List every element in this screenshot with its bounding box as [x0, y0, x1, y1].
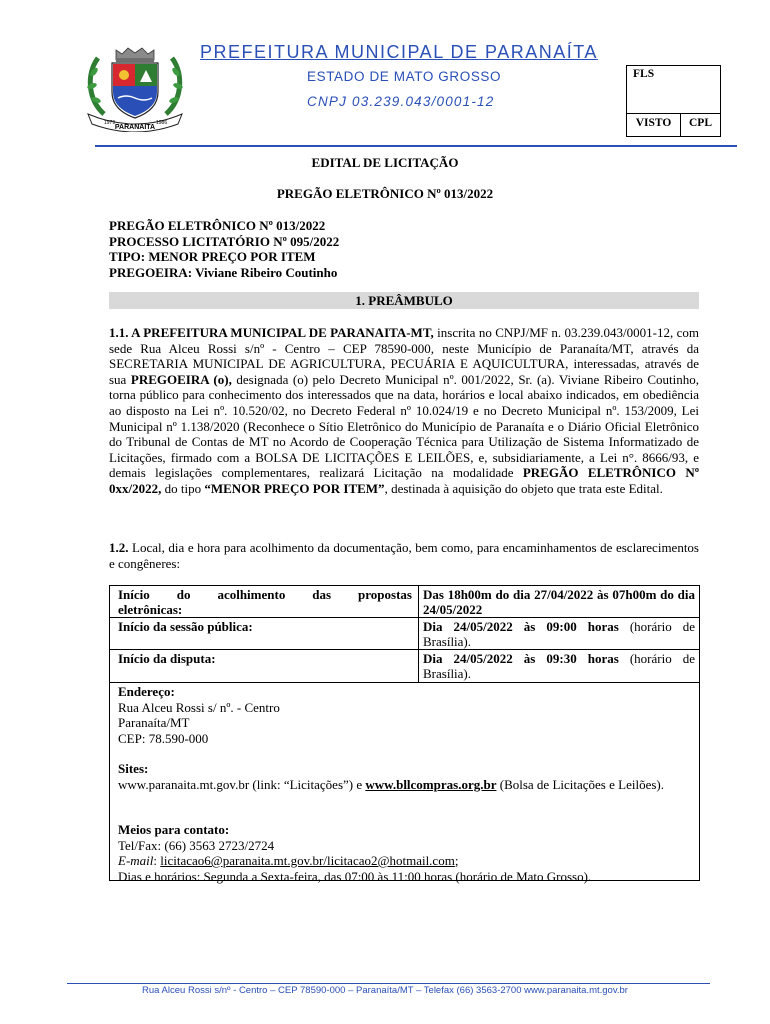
sites-block: [118, 761, 693, 792]
meta-tipo: TIPO: MENOR PREÇO POR ITEM: [109, 249, 316, 265]
section-preambulo-heading: 1. PREÂMBULO: [109, 292, 699, 309]
meta-pregoeira: PREGOEIRA: Viviane Ribeiro Coutinho: [109, 264, 338, 280]
row2-label: Início da sessão pública:: [118, 619, 253, 634]
email-end: ;: [454, 853, 459, 868]
process-metadata: [109, 218, 339, 280]
contact-email-link[interactable]: licitacao6@paranaita.mt.gov.br/licitacao2@hotmail.com: [160, 853, 455, 868]
p11-bold-2: PREGÃO ELETRÔNICO Nº 0xx/2022,: [109, 465, 700, 496]
p11-lead: 1.1. A PREFEITURA MUNICIPAL DE PARANAITA-MT,: [109, 325, 434, 340]
footer-text: Rua Alceu Rossi s/nº - Centro – CEP 78590-000 – Paranaíta/MT – Telefax (66) 3563-2700 www.paranaita.mt.gov.br: [142, 985, 628, 996]
stamp-fls: FLS: [627, 66, 720, 114]
header-divider: [95, 145, 737, 147]
table-row-divider: [110, 617, 699, 618]
bll-compras-link[interactable]: www.bllcompras.org.br: [365, 776, 497, 792]
sites-text-1: www.paranaita.mt.gov.br (link: “Licitações”) e: [118, 776, 366, 792]
meta-pregao: PREGÃO ELETRÔNICO Nº 013/2022: [109, 218, 326, 233]
row1-word: acolhimento: [217, 587, 286, 602]
contact-phone: Tel/Fax: (66) 3563 2723/2724: [118, 837, 275, 853]
sites-heading: Sites:: [118, 761, 149, 776]
address-heading: Endereço:: [118, 684, 175, 699]
email-sep: :: [153, 853, 161, 868]
row3-value: [423, 651, 695, 681]
p11-bold-3: “MENOR PREÇO POR ITEM”: [204, 480, 385, 496]
row1-word: propostas: [358, 587, 412, 602]
contact-heading: Meios para contato:: [118, 822, 230, 837]
pregao-title: PREGÃO ELETRÔNICO Nº 013/2022: [276, 186, 494, 201]
row1-value: Das 18h00m do dia 27/04/2022 às 07h00m do dia 24/05/2022: [423, 587, 695, 617]
row1-word: das: [312, 587, 332, 602]
p12-lead: 1.2.: [109, 540, 129, 555]
schedule-table: [109, 585, 700, 884]
crest-year-left: 1979: [104, 120, 116, 126]
row1-word: Início: [118, 587, 150, 602]
header-cnpj: CNPJ 03.239.043/0001-12: [307, 94, 495, 109]
footer-divider: [67, 983, 710, 984]
table-row-divider: [110, 649, 699, 650]
crest-year-right: 1986: [156, 120, 168, 126]
municipal-crest-logo: [82, 44, 188, 132]
address-line: Paranaíta/MT: [118, 715, 190, 730]
meta-processo: PROCESSO LICITATÓRIO Nº 095/2022: [109, 233, 340, 249]
protocol-stamp-box: [626, 65, 721, 137]
paragraph-1-2: [109, 540, 699, 571]
contact-block: [118, 822, 693, 884]
sites-text: [118, 777, 693, 793]
address-line: CEP: 78.590-000: [118, 730, 209, 746]
header-state: ESTADO DE MATO GROSSO: [307, 69, 502, 84]
p12-text: Local, dia e hora para acolhimento da documentação, bem como, para encaminhamentos de esclarecimentos e congêneres:: [109, 540, 699, 571]
paragraph-1-1: [109, 325, 699, 497]
edital-title: EDITAL DE LICITAÇÃO: [311, 155, 459, 170]
row1-label-end: eletrônicas:: [118, 602, 183, 617]
crest-ribbon-text: PARANAITA: [114, 124, 156, 131]
p11-text-1: inscrita no CNPJ/MF n. 03.239.043/0001-12, com sede Rua Alceu Rossi s/nº - Centro – CEP 78590-000, neste Município de Paranaíta/MT, através da SECRETARIA MUNICIPAL DE AGRICULTURA, PECUÁRIA E AQUICULTURA, interessadas, através de sua: [109, 325, 699, 387]
row2-value-rest: (horário de Brasília).: [423, 619, 695, 649]
table-column-divider: [418, 586, 419, 682]
row2-value-bold: Dia 24/05/2022 às 09:00 horas: [423, 619, 619, 634]
table-row-divider: [110, 682, 699, 683]
p11-bold-1: PREGOEIRA (o),: [130, 371, 232, 387]
row3-value-rest: (horário de Brasília).: [423, 651, 695, 681]
contact-email-line: [118, 853, 693, 869]
stamp-cpl: CPL: [689, 117, 712, 129]
address-block: [118, 684, 693, 746]
row3-label: Início da disputa:: [118, 651, 216, 666]
stamp-visto: VISTO: [627, 114, 681, 136]
contact-hours: Dias e horários: Segunda a Sexta-feira, das 07:00 às 11:00 horas (horário de Mato Grosso).: [118, 868, 592, 884]
header-title: PREFEITURA MUNICIPAL DE PARANAÍTA: [200, 42, 598, 62]
email-label: E-mail: [118, 853, 154, 868]
p11-text-2: designada (o) pelo Decreto Municipal nº. 001/2022, Sr. (a). Viviane Ribeiro Coutinho, torna público para conhecimento dos interessados que na data, horários e local abaixo indicados, em obediência ao disposto na Lei nº. 10.520/02, no Decreto Federal nº 10.024/19 e no Decreto Municipal nº. 153/2009, Lei Municipal nº 1.138/2020 (Reconhece o Sítio Eletrônico do Município de Paranaíta e o Diário Oficial Eletrônico do Tribunal de Contas de MT no Acordo de Cooperação Técnica para Utilização de Sistema Informatizado de Licitações, firmado com a BOLSA DE LICITAÇÕES E LEILÕES, e, subsidiariamente, a Lei n°. 8666/93, e demais legislações complementares, realizará Licitação na modalidade: [109, 371, 699, 481]
sites-text-2: (Bolsa de Licitações e Leilões).: [496, 776, 664, 792]
row3-value-bold: Dia 24/05/2022 às 09:30 horas: [423, 651, 619, 666]
p11-text-4: , destinada à aquisição do objeto que trata este Edital.: [384, 480, 663, 496]
row1-word: do: [176, 587, 191, 602]
address-line: Rua Alceu Rossi s/ nº. - Centro: [118, 699, 280, 715]
row2-value: [423, 619, 695, 649]
row1-label: [118, 587, 412, 617]
p11-text-3: do tipo: [161, 480, 205, 496]
